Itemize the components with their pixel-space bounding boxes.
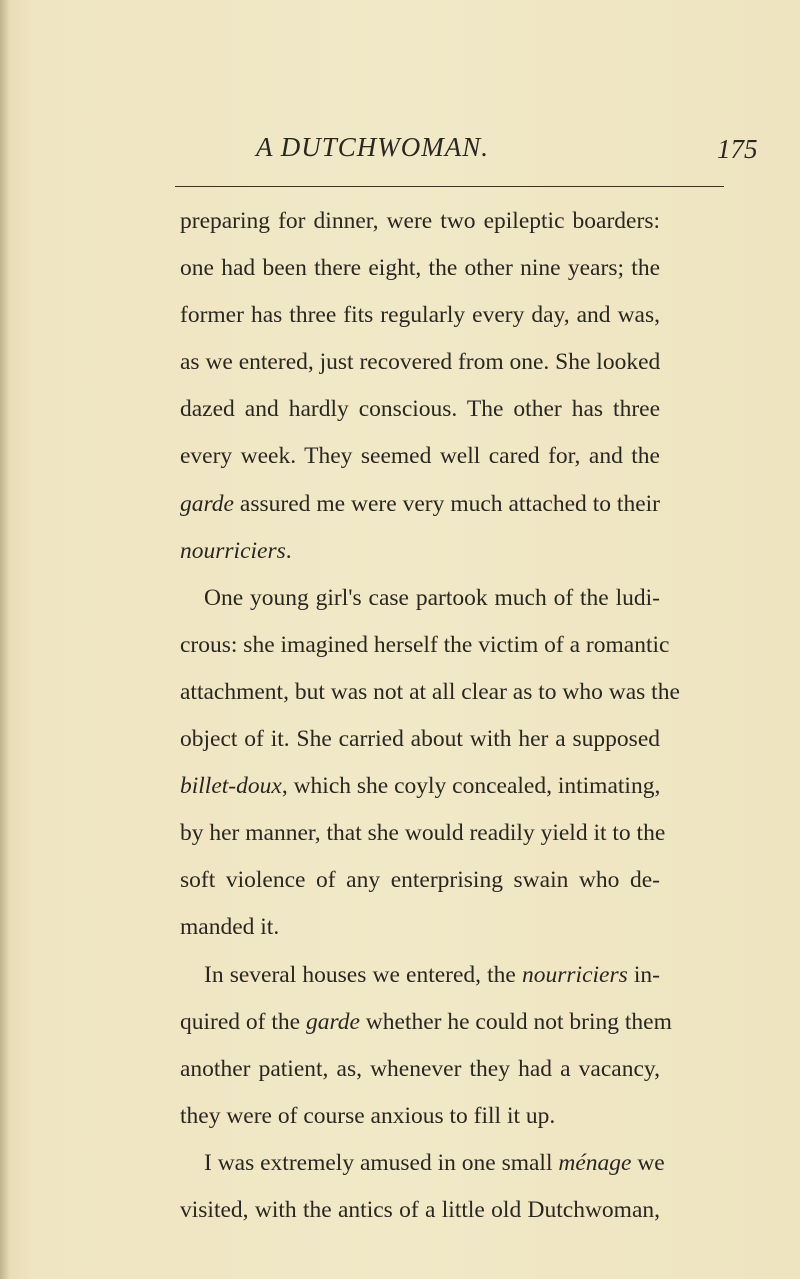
text-line [180, 292, 660, 339]
line-text: one had been there eight, the other nine years; the [180, 255, 660, 282]
header-rule [175, 186, 724, 187]
text-line [180, 1046, 660, 1093]
line-text: preparing for dinner, were two epileptic boarders: [180, 208, 660, 234]
line-text: . [285, 537, 292, 564]
text-line [180, 1140, 665, 1187]
text-line [180, 528, 660, 575]
line-text: assured me were very much attached to their [233, 490, 660, 517]
line-text: whether he could not bring them [359, 1008, 672, 1035]
line-text: In several houses we entered, the [204, 961, 522, 988]
line-text: we [631, 1149, 665, 1176]
line-text: object of it. She carried about with her a supposed [180, 726, 660, 753]
text-line [180, 622, 670, 669]
text-line [180, 810, 666, 857]
text-line [180, 433, 660, 480]
running-head [0, 132, 800, 172]
text-line [180, 1093, 660, 1140]
italic-term: nourriciers [522, 961, 628, 988]
running-title: A DUTCHWOMAN. [256, 132, 490, 162]
gutter-shadow [0, 0, 10, 1279]
text-line [180, 245, 660, 292]
line-text: I was extremely amused in one small [204, 1149, 559, 1176]
line-text: quired of the [180, 1008, 306, 1035]
italic-term: garde [305, 1008, 360, 1035]
line-text: crous: she imagined herself the victim of a romantic [180, 631, 670, 658]
italic-term: ménage [558, 1149, 632, 1176]
text-line [180, 669, 680, 716]
line-text: in- [627, 961, 660, 988]
text-line [180, 1187, 660, 1234]
page-number: 175 [717, 134, 758, 164]
italic-term: nourriciers [180, 537, 286, 564]
italic-term: billet-doux [180, 773, 282, 800]
text-line [180, 857, 660, 904]
line-text: dazed and hardly conscious. The other has three [180, 396, 660, 423]
italic-term: garde [180, 490, 234, 517]
line-text: attachment, but was not at all clear as to who was the [180, 678, 680, 705]
text-line [180, 386, 660, 433]
line-text: , which she coyly concealed, intimating, [281, 773, 661, 800]
line-text: every week. They seemed well cared for, and the [180, 443, 660, 470]
body-text [180, 198, 680, 1234]
text-line [180, 763, 660, 810]
line-text: they were of course anxious to fill it up. [180, 1102, 556, 1129]
line-text: as we entered, just recovered from one. She looked [180, 349, 661, 376]
text-line [180, 339, 660, 386]
line-text: former has three fits regularly every day, and was, [180, 302, 660, 329]
text-line [180, 716, 660, 763]
text-line [180, 198, 660, 245]
line-text: another patient, as, whenever they had a vacancy, [180, 1055, 660, 1082]
text-line [180, 952, 660, 999]
line-text: by her manner, that she would readily yield it to the [180, 820, 666, 847]
line-text: soft violence of any enterprising swain who de- [180, 867, 660, 894]
text-line [180, 575, 660, 622]
line-text: visited, with the antics of a little old Dutchwoman, [180, 1196, 660, 1223]
text-line [180, 999, 672, 1046]
text-line [180, 481, 660, 528]
text-line [180, 904, 660, 951]
line-text: manded it. [180, 914, 280, 941]
line-text: One young girl's case partook much of the ludi- [204, 584, 660, 611]
